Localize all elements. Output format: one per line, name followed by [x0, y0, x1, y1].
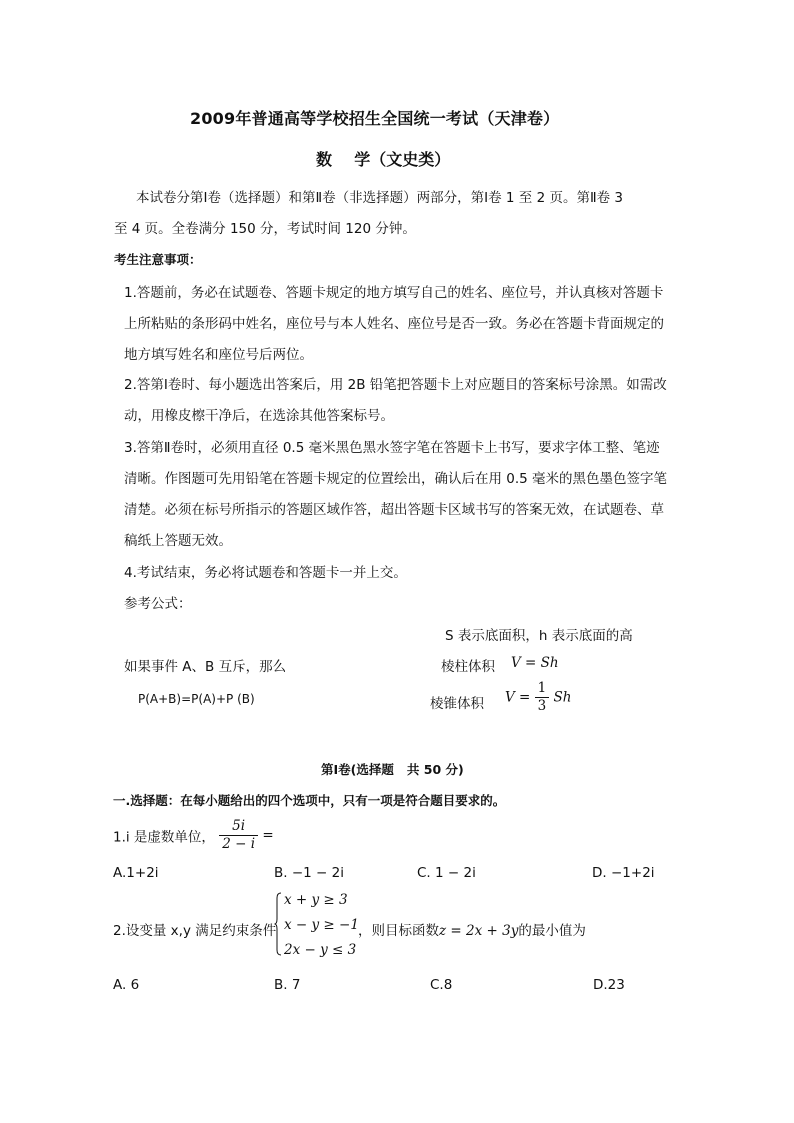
question-2-tail	[358, 919, 586, 939]
constraint-2: x − y ≥ −1	[284, 917, 359, 933]
question-1-fraction	[219, 818, 258, 853]
question-2-stem: 2.设变量 x,y 满足约束条件	[113, 923, 277, 939]
note-2-line-2: 动，用橡皮檫干净后，在选涂其他答案标号。	[124, 408, 394, 424]
notes-heading: 考生注意事项：	[114, 252, 202, 267]
left-brace-icon	[274, 892, 282, 956]
question-1-numerator: 5i	[219, 818, 258, 836]
objective-function: z = 2x + 3y	[439, 923, 519, 939]
note-2-line-1: 2.答第Ⅰ卷时、每小题选出答案后，用 2B 铅笔把答题卡上对应题目的答案标号涂黑。如需改	[124, 377, 667, 393]
note-1-line-1: 1.答题前，务必在试题卷、答题卡规定的地方填写自己的姓名、座位号，并认真核对答题卡	[124, 285, 664, 301]
note-3-line-4: 稿纸上答题无效。	[124, 533, 232, 549]
fraction-denominator: 3	[537, 698, 547, 714]
pyramid-sh: Sh	[553, 689, 572, 706]
question-2-tail-pre: ，则目标函数	[358, 923, 439, 939]
exam-title: 2009年普通高等学校招生全国统一考试（天津卷）	[190, 109, 560, 128]
q1-option-b[interactable]: B. −1 − 2i	[274, 865, 344, 881]
one-third-fraction	[535, 680, 550, 715]
exam-subtitle: 数 学（文史类）	[316, 150, 451, 169]
q2-option-b[interactable]: B. 7	[274, 977, 301, 993]
constraint-system	[274, 892, 359, 964]
prism-volume-formula: V = Sh	[511, 655, 559, 671]
pyramid-volume-formula	[505, 680, 572, 715]
question-1	[113, 818, 274, 853]
note-1-line-2: 上所粘贴的条形码中姓名，座位号与本人姓名、座位号是否一致。务必在答题卡背面规定的	[124, 316, 664, 332]
note-3-line-1: 3.答第Ⅱ卷时，必须用直径 0.5 毫米黑色黑水签字笔在答题卡上书写，要求字体工整、笔迹	[124, 440, 660, 456]
note-1-line-3: 地方填写姓名和座位号后两位。	[124, 347, 313, 363]
note-3-line-3: 清楚。必须在标号所指示的答题区域作答，超出答题卡区域书写的答案无效，在试题卷、草	[124, 502, 664, 518]
note-4-line-1: 4.考试结束，务必将试题卷和答题卡一并上交。	[124, 565, 407, 581]
base-area-desc: S 表示底面积，h 表示底面的高	[445, 628, 633, 644]
fraction-numerator: 1	[535, 680, 550, 698]
constraint-3: 2x − y ≤ 3	[284, 942, 357, 958]
q2-option-a[interactable]: A. 6	[113, 977, 140, 993]
constraint-1: x + y ≥ 3	[284, 892, 348, 908]
probability-formula: P(A+B)=P(A)+P (B)	[138, 692, 255, 706]
intro-line-2: 至 4 页。全卷满分 150 分，考试时间 120 分钟。	[114, 221, 416, 237]
question-1-stem: 1.i 是虚数单位，	[113, 829, 215, 846]
pyramid-volume-label: 棱锥体积	[430, 696, 484, 712]
prism-volume-label: 棱柱体积	[441, 659, 495, 675]
question-1-equals: =	[262, 827, 274, 844]
pyramid-v: V =	[505, 689, 531, 706]
q1-option-d[interactable]: D. −1+2i	[592, 865, 655, 881]
formulas-heading: 参考公式：	[124, 596, 192, 612]
q2-option-d[interactable]: D.23	[593, 977, 625, 993]
q1-option-a[interactable]: A.1+2i	[113, 865, 159, 881]
q2-option-c[interactable]: C.8	[430, 977, 453, 993]
section-1-instruction: 一.选择题：在每小题给出的四个选项中，只有一项是符合题目要求的。	[113, 793, 506, 808]
intro-line-1: 本试卷分第Ⅰ卷（选择题）和第Ⅱ卷（非选择题）两部分，第Ⅰ卷 1 至 2 页。第Ⅱ卷 3	[136, 190, 623, 206]
section-1-title: 第Ⅰ卷(选择题 共 50 分)	[321, 762, 464, 777]
question-2-tail-post: 的最小值为	[518, 923, 586, 939]
question-1-denominator: 2 − i	[222, 836, 256, 852]
mutually-exclusive-text: 如果事件 A、B 互斥，那么	[124, 659, 287, 675]
q1-option-c[interactable]: C. 1 − 2i	[417, 865, 476, 881]
note-3-line-2: 清晰。作图题可先用铅笔在答题卡规定的位置绘出，确认后在用 0.5 毫米的黑色墨色签字笔	[124, 471, 668, 487]
